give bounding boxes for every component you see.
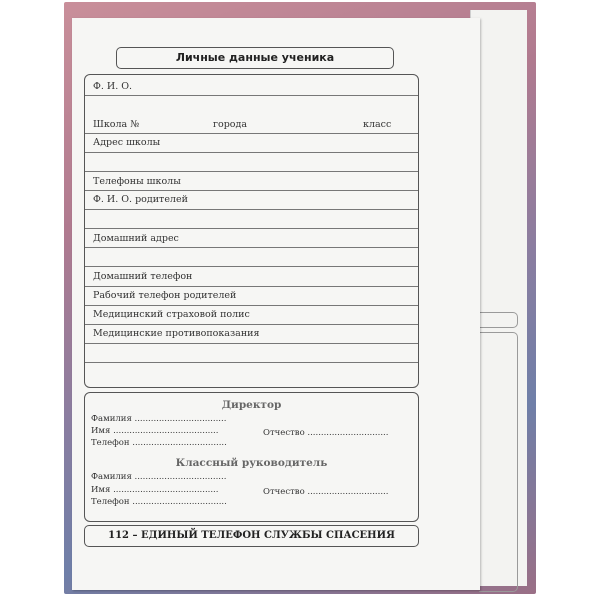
class-teacher-patronymic: Отчество .............................. bbox=[263, 487, 389, 497]
back-page-tab bbox=[479, 332, 518, 592]
class-label: класс bbox=[363, 119, 392, 130]
director-name: Имя ....................................... bbox=[91, 426, 219, 436]
form-line bbox=[85, 133, 418, 134]
insurance-label: Медицинский страховой полис bbox=[93, 309, 250, 320]
diary-page bbox=[72, 18, 480, 590]
form-line bbox=[85, 286, 418, 287]
form-line bbox=[85, 209, 418, 210]
contraindications-label: Медицинские противопоказания bbox=[93, 328, 260, 339]
form-line bbox=[85, 228, 418, 229]
emergency-phone-banner: 112 – ЕДИНЫЙ ТЕЛЕФОН СЛУЖБЫ СПАСЕНИЯ bbox=[84, 525, 419, 547]
form-line bbox=[85, 247, 418, 248]
form-line bbox=[85, 305, 418, 306]
form-line bbox=[85, 152, 418, 153]
contacts-box bbox=[84, 392, 419, 522]
form-line bbox=[85, 343, 418, 344]
form-line bbox=[85, 95, 418, 96]
city-label: города bbox=[213, 119, 248, 130]
home-address-label: Домашний адрес bbox=[93, 233, 179, 244]
school-no-label: Школа № bbox=[93, 119, 140, 130]
personal-data-form bbox=[84, 74, 419, 388]
director-surname: Фамилия .................................. bbox=[91, 414, 227, 424]
form-line bbox=[85, 324, 418, 325]
home-phone-label: Домашний телефон bbox=[93, 271, 193, 282]
back-page-tab bbox=[479, 312, 518, 328]
director-phone: Телефон ................................... bbox=[91, 438, 227, 448]
class-teacher-surname: Фамилия .................................. bbox=[91, 472, 227, 482]
director-patronymic: Отчество .............................. bbox=[263, 428, 389, 438]
class-teacher-heading: Классный руководитель bbox=[175, 457, 328, 469]
form-line bbox=[85, 171, 418, 172]
director-heading: Директор bbox=[221, 399, 282, 411]
parents-work-phone-label: Рабочий телефон родителей bbox=[93, 290, 237, 301]
page-title: Личные данные ученика bbox=[116, 47, 394, 69]
form-line bbox=[85, 362, 418, 363]
fio-label: Ф. И. О. bbox=[93, 81, 133, 92]
form-line bbox=[85, 266, 418, 267]
parents-fio-label: Ф. И. О. родителей bbox=[93, 194, 188, 205]
form-line bbox=[85, 190, 418, 191]
class-teacher-phone: Телефон ................................... bbox=[91, 497, 227, 507]
class-teacher-name: Имя ....................................... bbox=[91, 485, 219, 495]
school-address-label: Адрес школы bbox=[93, 137, 161, 148]
school-phones-label: Телефоны школы bbox=[93, 176, 181, 187]
